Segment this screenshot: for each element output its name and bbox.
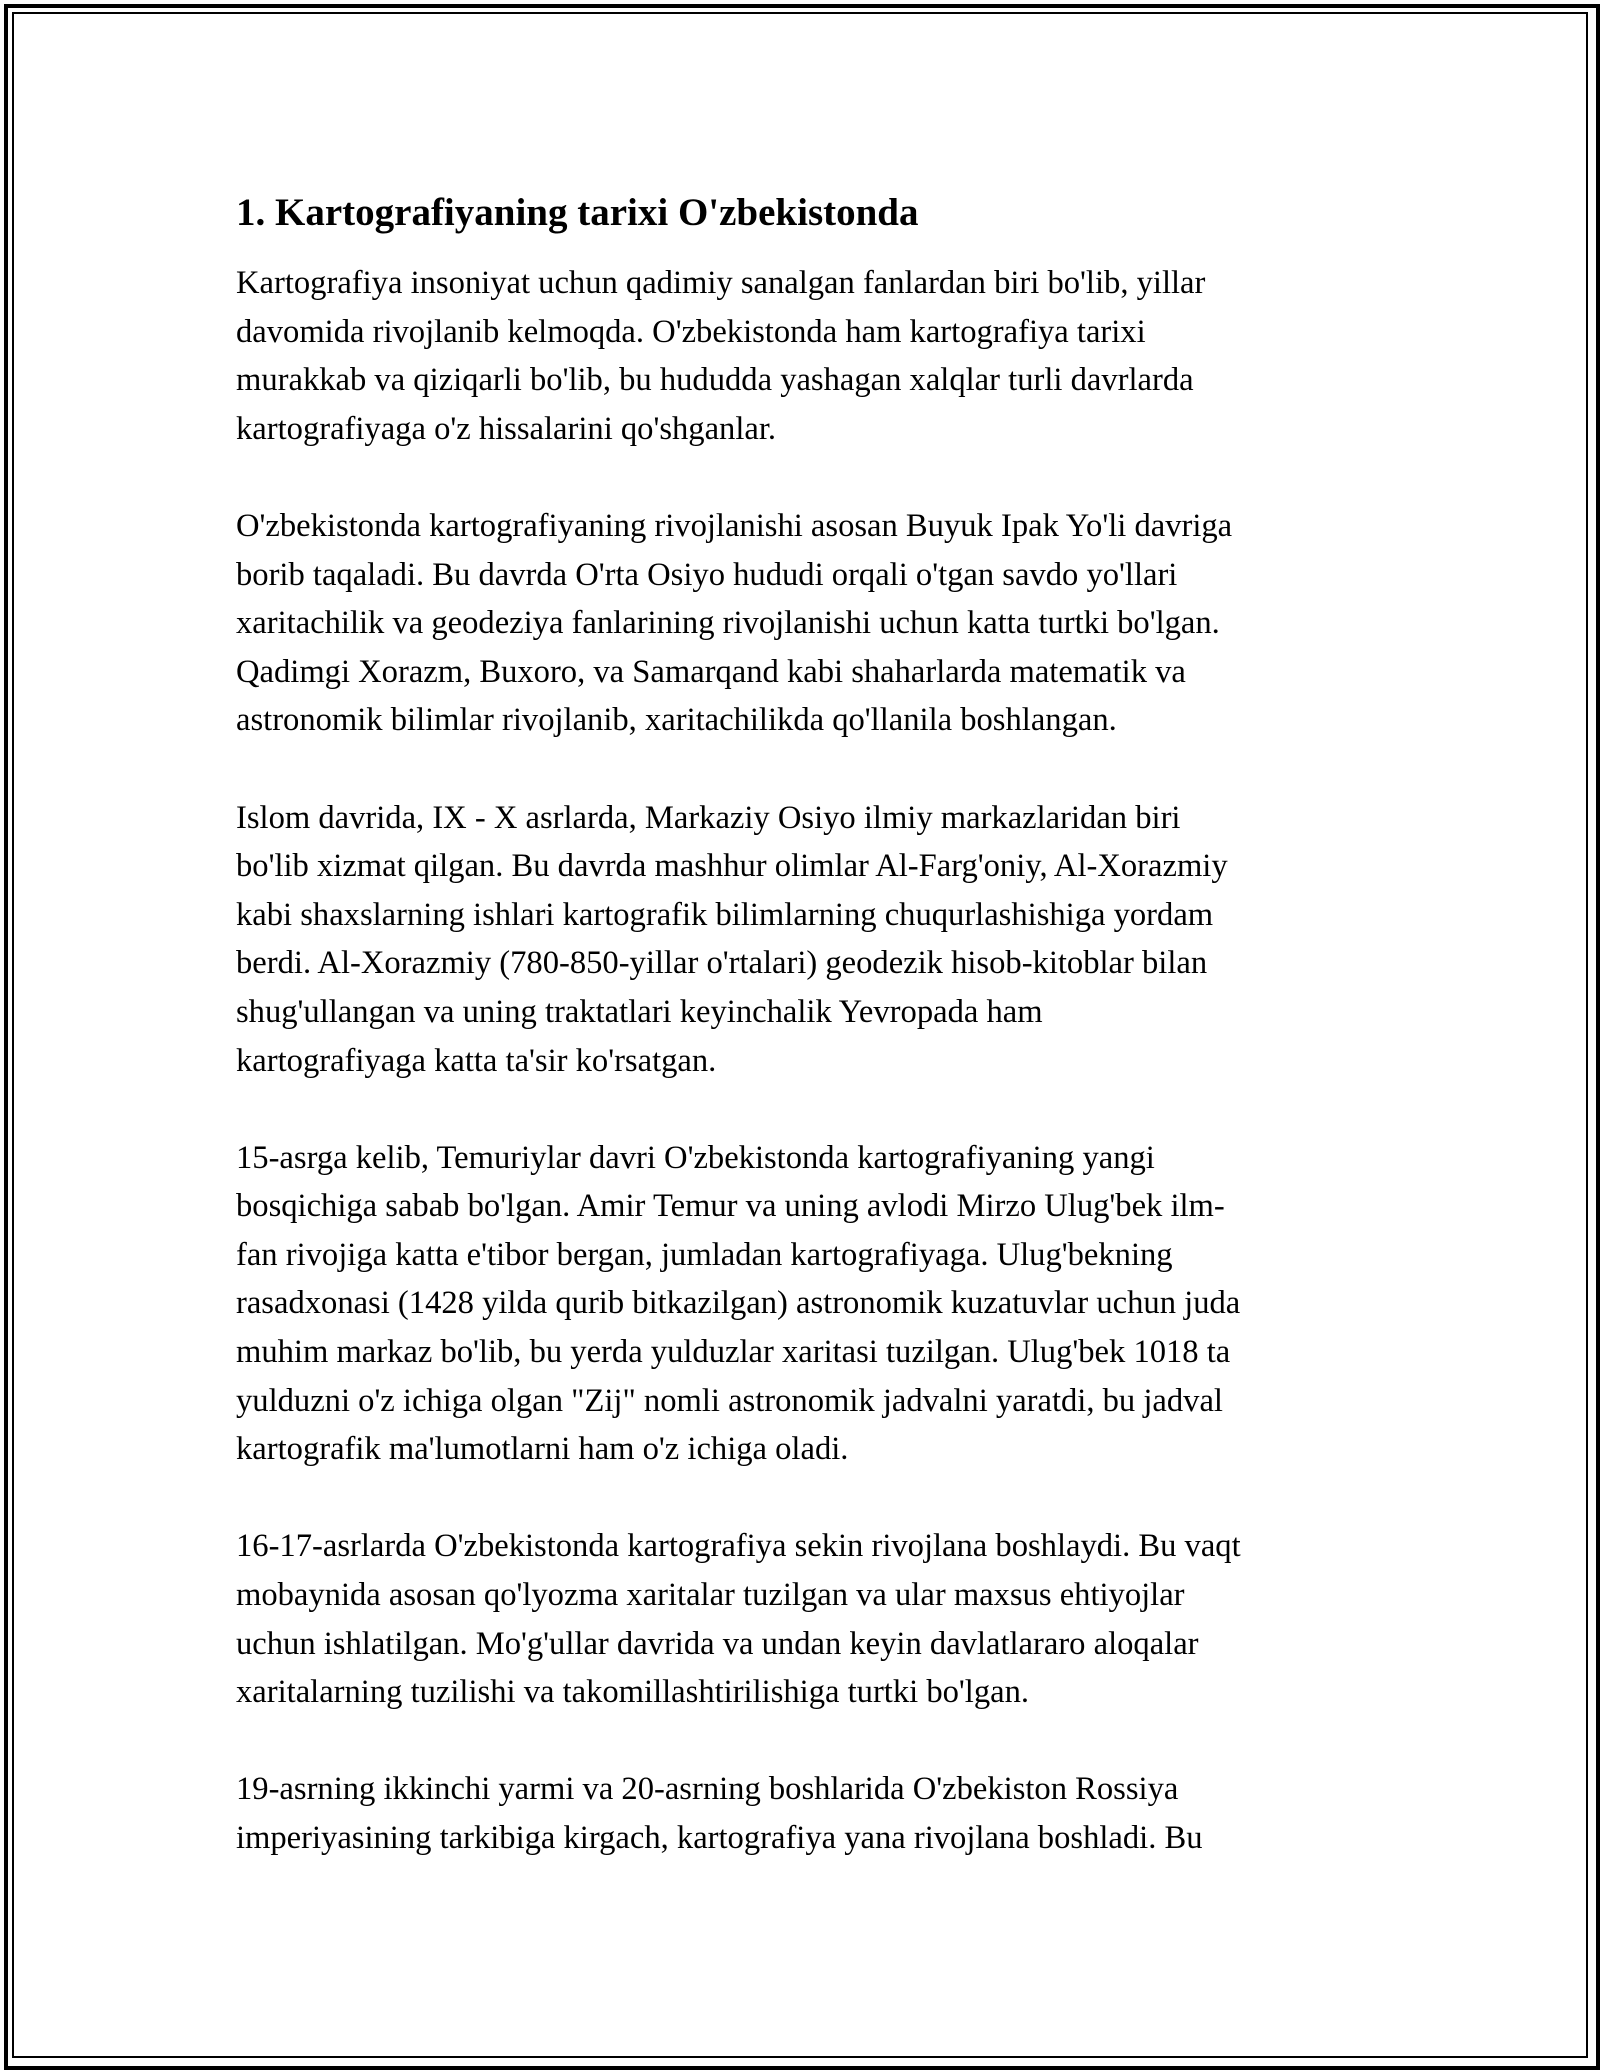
text-line: Kartografiya insoniyat uchun qadimiy sanalgan fanlardan biri bo'lib, yillar <box>236 265 1206 301</box>
text-line: xaritachilik va geodeziya fanlarining rivojlanishi uchun katta turtki bo'lgan. <box>236 605 1220 642</box>
paragraph-4 <box>236 1134 1376 1474</box>
document-content <box>236 188 1376 1911</box>
text-line: davomida rivojlanib kelmoqda. O'zbekistonda ham kartografiya tarixi <box>236 313 1146 350</box>
text-line: 19-asrning ikkinchi yarmi va 20-asrning boshlarida O'zbekiston Rossiya <box>236 1771 1179 1808</box>
paragraph-1 <box>236 259 1376 453</box>
text-line: mobaynida asosan qo'lyozma xaritalar tuzilgan va ular maxsus ehtiyojlar <box>236 1577 1185 1614</box>
text-line: rasadxonasi (1428 yilda qurib bitkazilgan) astronomik kuzatuvlar uchun juda <box>236 1285 1241 1322</box>
text-line: shug'ullangan va uning traktatlari keyinchalik Yevropada ham <box>236 993 1043 1030</box>
text-line: xaritalarning tuzilishi va takomillashtirilishiga turtki bo'lgan. <box>236 1674 1030 1711</box>
text-line: murakkab va qiziqarli bo'lib, bu hududda yashagan xalqlar turli davrlarda <box>236 362 1194 399</box>
paragraph-5 <box>236 1522 1376 1716</box>
text-line: muhim markaz bo'lib, bu yerda yulduzlar xaritasi tuzilgan. Ulug'bek 1018 ta <box>236 1334 1231 1371</box>
text-line: kartografiyaga o'z hissalarini qo'shganlar. <box>236 410 777 447</box>
text-line: berdi. Al-Xorazmiy (780-850-yillar o'rtalari) geodezik hisob-kitoblar bilan <box>236 945 1208 982</box>
text-line: yulduzni o'z ichiga olgan "Zij" nomli astronomik jadvalni yaratdi, bu jadval <box>236 1382 1223 1419</box>
text-line: kartografiyaga katta ta'sir ko'rsatgan. <box>236 1042 717 1079</box>
text-line: imperiyasining tarkibiga kirgach, kartografiya yana rivojlana boshladi. Bu <box>236 1820 1203 1856</box>
paragraph-3 <box>236 794 1376 1086</box>
text-line: borib taqaladi. Bu davrda O'rta Osiyo hududi orqali o'tgan savdo yo'llari <box>236 556 1178 593</box>
paragraph-2 <box>236 502 1376 745</box>
text-line: bosqichiga sabab bo'lgan. Amir Temur va uning avlodi Mirzo Ulug'bek ilm- <box>236 1188 1225 1225</box>
text-line: fan rivojiga katta e'tibor bergan, jumladan kartografiyaga. Ulug'bekning <box>236 1236 1173 1273</box>
text-line: Qadimgi Xorazm, Buxoro, va Samarqand kabi shaharlarda matematik va <box>236 653 1186 690</box>
text-line: bo'lib xizmat qilgan. Bu davrda mashhur olimlar Al-Farg'oniy, Al-Xorazmiy <box>236 848 1228 885</box>
text-line: uchun ishlatilgan. Mo'g'ullar davrida va undan keyin davlatlararo aloqalar <box>236 1625 1199 1662</box>
text-line: kabi shaxslarning ishlari kartografik bilimlarning chuqurlashishiga yordam <box>236 896 1214 933</box>
text-line: O'zbekistonda kartografiyaning rivojlanishi asosan Buyuk Ipak Yo'li davriga <box>236 507 1233 544</box>
text-line: 15-asrga kelib, Temuriylar davri O'zbekistonda kartografiyaning yangi <box>236 1139 1155 1176</box>
paragraph-6 <box>236 1765 1376 1862</box>
text-line: Islom davrida, IX - X asrlarda, Markaziy Osiyo ilmiy markazlaridan biri <box>236 799 1181 836</box>
text-line: 16-17-asrlarda O'zbekistonda kartografiya sekin rivojlana boshlaydi. Bu vaqt <box>236 1528 1241 1565</box>
document-heading: 1. Kartografiyaning tarixi O'zbekistonda <box>236 191 919 234</box>
text-line: astronomik bilimlar rivojlanib, xaritachilikda qo'llanila boshlangan. <box>236 702 1117 739</box>
text-line: kartografik ma'lumotlarni ham o'z ichiga oladi. <box>236 1431 849 1468</box>
